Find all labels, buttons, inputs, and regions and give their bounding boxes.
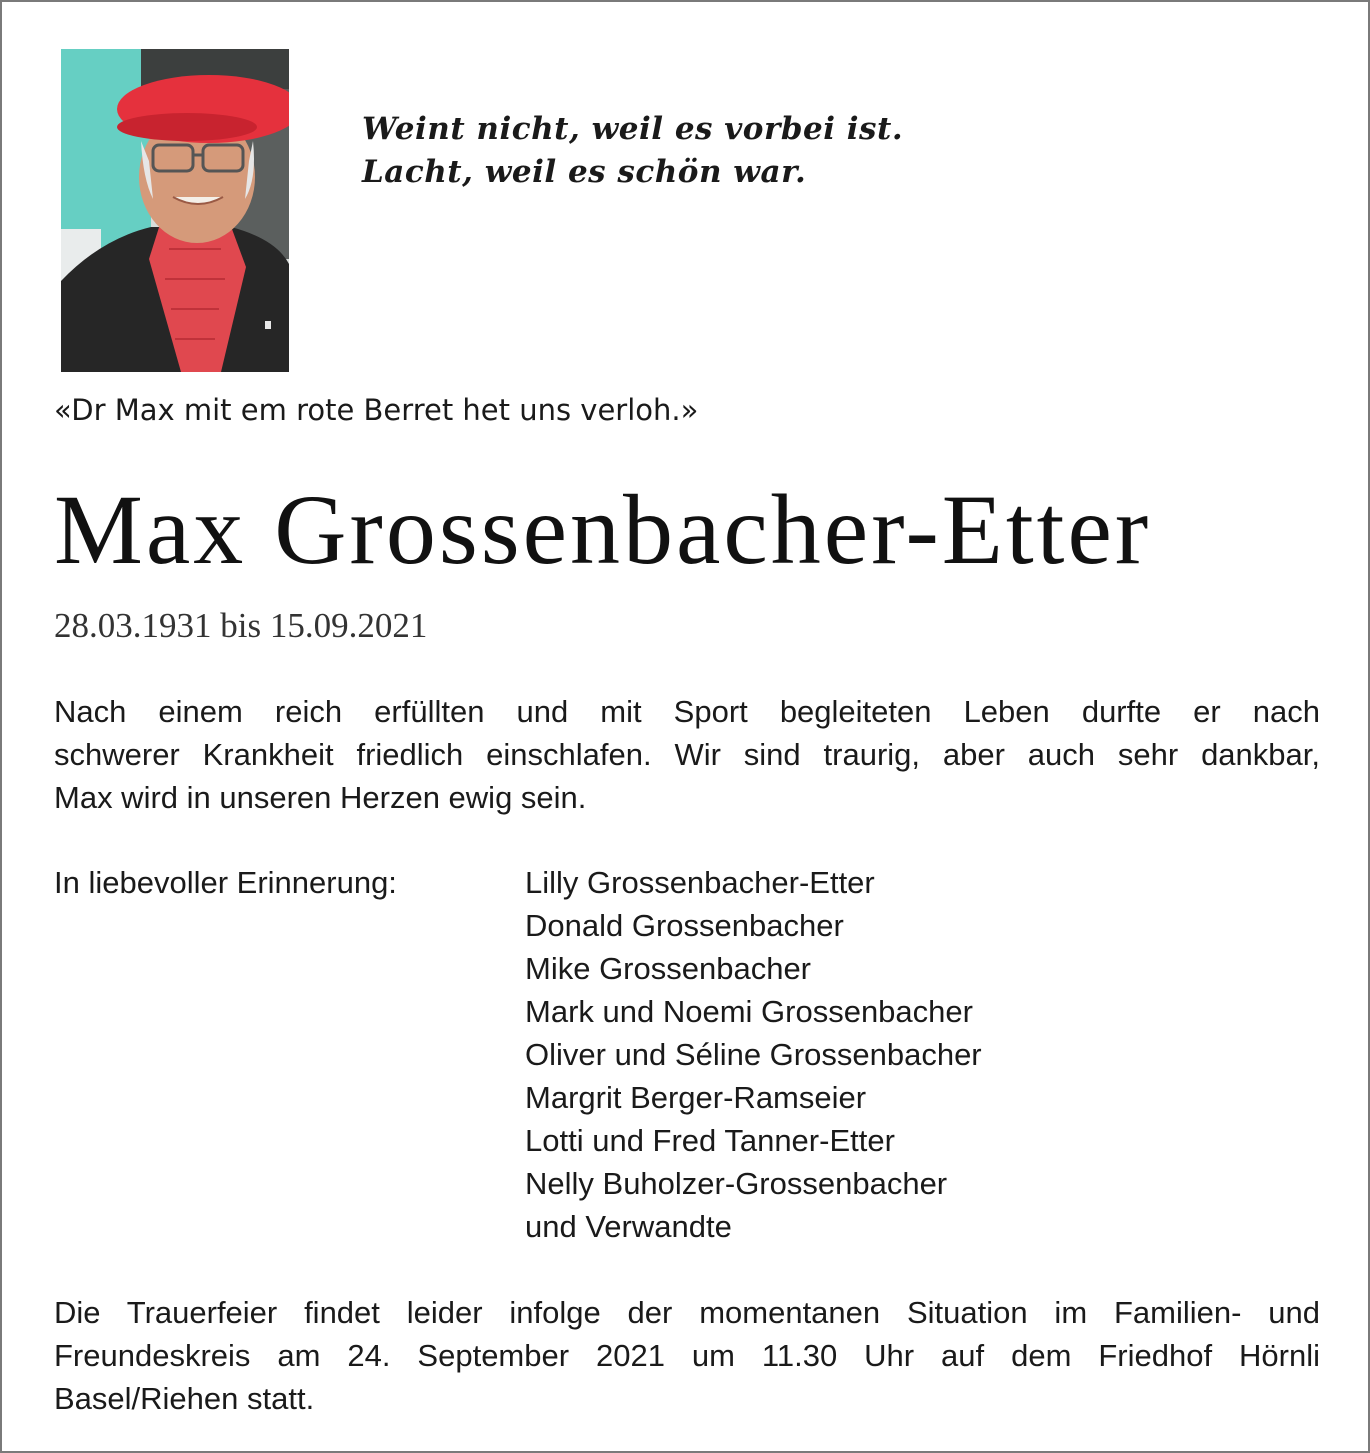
mourner-name: und Verwandte	[525, 1209, 732, 1244]
deceased-name: Max Grossenbacher-Etter	[54, 474, 1152, 585]
tribute-line: Nach einem reich erfüllten und mit Sport begleiteten Leben durfte er nach	[54, 694, 1320, 729]
life-dates: 28.03.1931 bis 15.09.2021	[54, 606, 428, 645]
mourner-name: Oliver und Séline Grossenbacher	[525, 1037, 982, 1072]
tribute-paragraph	[54, 690, 1320, 819]
mourner-name: Nelly Buholzer-Grossenbacher	[525, 1166, 948, 1201]
ceremony-line: Die Trauerfeier findet leider infolge der momentanen Situation im Familien- und	[54, 1295, 1320, 1330]
ceremony-line: Freundeskreis am 24. September 2021 um 11.30 Uhr auf dem Friedhof Hörnli	[54, 1338, 1320, 1373]
mourner-name: Margrit Berger-Ramseier	[525, 1080, 867, 1115]
mourners-list	[525, 861, 982, 1248]
ceremony-line: Basel/Riehen statt.	[54, 1381, 315, 1416]
portrait-photo	[61, 49, 289, 372]
dialect-quote: «Dr Max mit em rote Berret het uns verloh.»	[54, 393, 699, 427]
mourner-name: Donald Grossenbacher	[525, 908, 844, 943]
mourner-name: Lotti und Fred Tanner-Etter	[525, 1123, 895, 1158]
mourner-name: Mike Grossenbacher	[525, 951, 812, 986]
ceremony-paragraph	[54, 1291, 1320, 1420]
tribute-line: Max wird in unseren Herzen ewig sein.	[54, 780, 587, 815]
motto	[362, 108, 903, 194]
mourner-name: Mark und Noemi Grossenbacher	[525, 994, 973, 1029]
motto-line-2: Lacht, weil es schön war.	[362, 154, 807, 190]
tribute-line: schwerer Krankheit friedlich einschlafen. Wir sind traurig, aber auch sehr dankbar,	[54, 737, 1320, 772]
mourner-name: Lilly Grossenbacher-Etter	[525, 865, 875, 900]
remembrance-label: In liebevoller Erinnerung:	[54, 865, 397, 900]
motto-line-1: Weint nicht, weil es vorbei ist.	[362, 111, 904, 147]
